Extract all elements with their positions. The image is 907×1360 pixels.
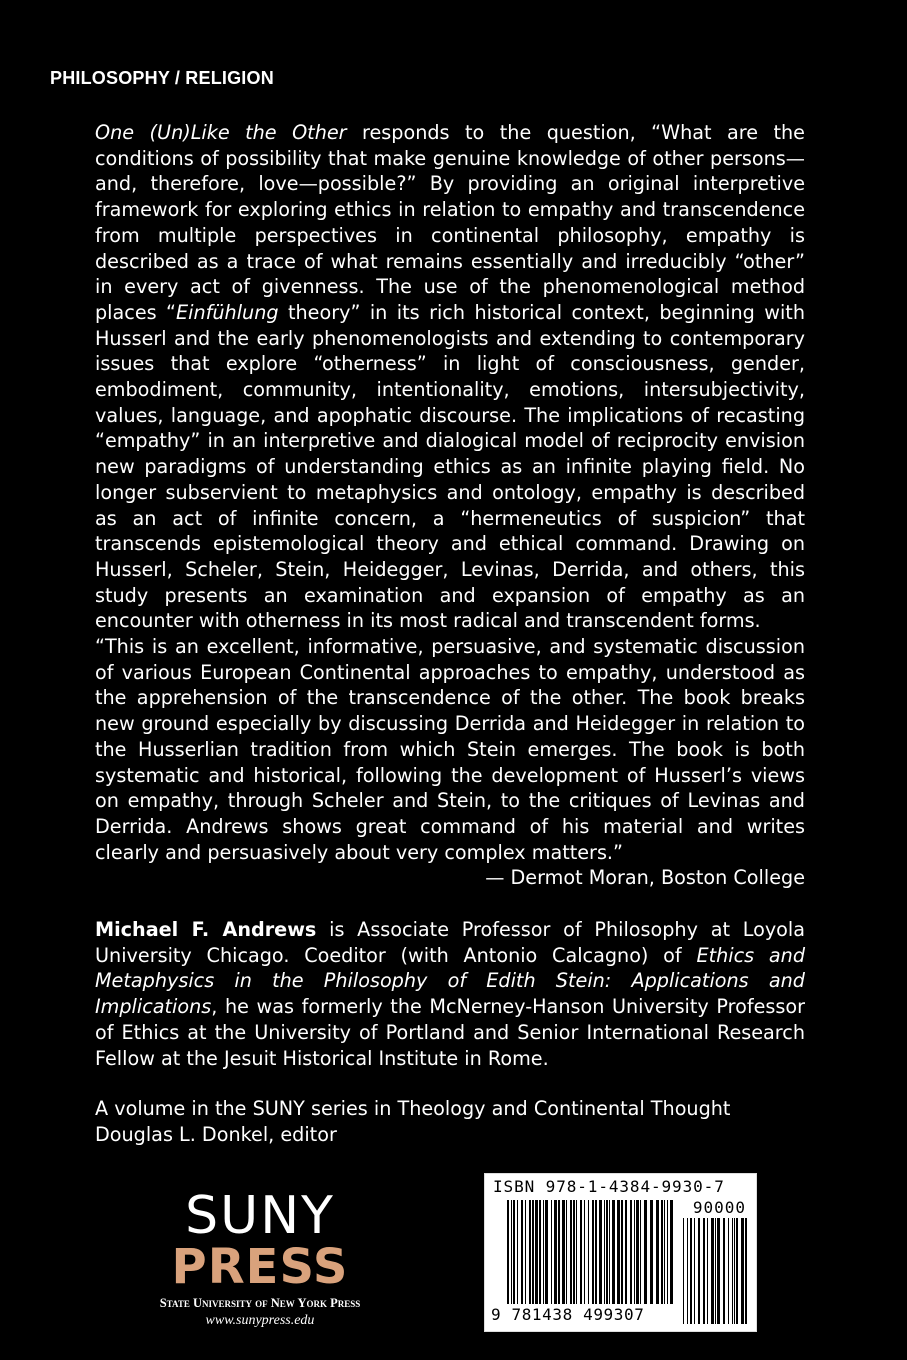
barcode-bar [525,1200,526,1304]
barcode-bar [584,1200,585,1304]
author-bio-text-1: is Associate Professor of Philosophy at Loyola University Chicago. Coeditor (with Antonio Calcagno) of [95,918,805,967]
barcode-bar [732,1218,733,1324]
barcode-bar [683,1218,684,1324]
isbn-label: ISBN 978-1-4384-9930-7 [493,1177,725,1196]
publisher-name-press: PRESS [171,1239,349,1295]
barcode-bar [566,1200,567,1304]
barcode-bar [717,1218,720,1324]
barcode-bar [745,1218,747,1324]
barcode-bar [580,1200,582,1304]
barcode-bar [529,1200,531,1304]
barcode-bar [532,1200,534,1304]
barcode-bar [741,1218,744,1324]
barcode-bar [656,1200,659,1304]
price-addon: 90000 [692,1198,746,1217]
isbn-barcode [484,1173,757,1332]
barcode-bar [664,1200,665,1304]
barcode-bar [650,1200,653,1304]
barcode-bar [634,1200,635,1304]
barcode-bar [513,1200,515,1304]
publisher-name-suny: SUNY [185,1186,335,1246]
barcode-bar [690,1218,692,1324]
barcode-bar [728,1218,729,1324]
author-book-title: Ethics and Metaphysics in the Philosophy of Edith Stein: Applications and Implications [95,943,805,1019]
barcode-bar [667,1200,668,1304]
barcode-bar [562,1200,565,1304]
barcode-bar [630,1200,632,1304]
barcode-bar [640,1200,641,1304]
author-name: Michael F. Andrews [95,918,317,941]
einfuhlung-term: Einfühlung [176,300,279,324]
barcode-bar [703,1218,705,1324]
author-bio-text-2: , he was formerly the McNerney-Hanson University Professor of Ethics at the University of Portland and Senior International Research Fellow at the Jesuit Historical Institute in Rome. [95,995,805,1070]
publisher-url: www.sunypress.edu [205,1313,315,1328]
series-line: A volume in the SUNY series in Theology and Continental Thought [95,1097,731,1120]
barcode-bar [698,1218,700,1324]
barcode-bar [736,1218,738,1324]
barcode-bar [588,1200,589,1304]
barcode-bar [612,1200,615,1304]
barcode-bar [606,1200,608,1304]
category-label: PHILOSOPHY / RELIGION [50,68,274,88]
barcode-bar [511,1200,512,1304]
series-info [95,1096,805,1147]
publisher-subtitle: State University of New York Press [159,1296,361,1310]
barcode-bar [661,1200,663,1304]
ean-digits: 9 781438 499307 [491,1305,645,1324]
barcode-bar [554,1200,557,1304]
barcode-bar [670,1200,673,1304]
publisher-logo [140,1186,380,1329]
barcode-bar [543,1200,544,1304]
barcode-bar [517,1200,518,1304]
barcode-bar [599,1200,602,1304]
barcode-bar [521,1200,523,1304]
series-editor: Douglas L. Donkel, editor [95,1122,337,1146]
barcode-bar [551,1200,552,1304]
description-text-2: theory” in its rich historical context, beginning with Husserl and the early phenomenologists and extending to contemporary issues that explore “otherness” in light of consciousness, gender, embodiment, community, intentionality, emotions, intersubjectivity, values, language, and apophatic discourse. The implications of recasting “empathy” in an interpretive and dialogical model of reciprocity envision new paradigms of understanding ethics as an infinite playing field. No longer subservient to metaphysics and ontology, empathy is described as an act of infinite concern, a “hermeneutics of suspicion” that transcends epistemological theory and ethical command. Drawing on Husserl, Scheler, Stein, Heidegger, Levinas, Derrida, and others, this study presents an examination and expansion of empathy as an encounter with otherness in its most radical and transcendent forms. [95,300,805,633]
barcode-bar [711,1218,714,1324]
barcode-bar [576,1200,577,1304]
barcode-bar [715,1218,716,1324]
description-paragraph [95,120,805,634]
barcode-bar [573,1200,575,1304]
barcode-bar [592,1200,594,1304]
barcode-bar [507,1200,509,1304]
book-title: One (Un)Like the Other [95,121,347,144]
blurb [95,634,805,891]
barcode-bar [694,1218,695,1324]
barcode-bar [539,1200,541,1304]
barcode-bar [558,1200,560,1304]
barcode-bar [723,1218,725,1324]
barcode-bar [535,1200,538,1304]
barcode-bar [625,1200,627,1304]
barcode-bar [734,1218,735,1324]
description-text-1: responds to the question, “What are the conditions of possibility that make genuine knowledge of other persons—and, therefore, love—possible?” By providing an original interpretive framework for exploring ethics in relation to empathy and transcendence from multiple perspectives in continental philosophy, empathy is described as a trace of what remains essentially and irreducibly “other” in every act of givenness. The use of the phenomenological method places “ [95,121,805,324]
barcode-bar [636,1200,639,1304]
barcode-bar [687,1218,688,1324]
barcode-bar [570,1200,572,1304]
barcode-bar [644,1200,647,1304]
barcode-bar [609,1200,610,1304]
barcode-bar [545,1200,548,1304]
barcode-bar [707,1218,708,1324]
barcode-bar [621,1200,623,1304]
blurb-quote: “This is an excellent, informative, persuasive, and systematic discussion of various European Continental approaches to empathy, understood as the apprehension of the transcendence of the other. The book breaks new ground especially by discussing Derrida and Heidegger in relation to the Husserlian tradition from which Stein emerges. The book is both systematic and historical, following the development of Husserl’s views on empathy, through Scheler and Stein, to the critiques of Levinas and Derrida. Andrews shows great command of his material and writes clearly and persuasively about very complex matters.” [95,635,805,864]
author-bio [95,917,805,1071]
barcode-bar [617,1200,620,1304]
barcode-bar [604,1200,605,1304]
barcode-bar [595,1200,597,1304]
blurb-attribution: — Dermot Moran, Boston College [485,866,805,890]
